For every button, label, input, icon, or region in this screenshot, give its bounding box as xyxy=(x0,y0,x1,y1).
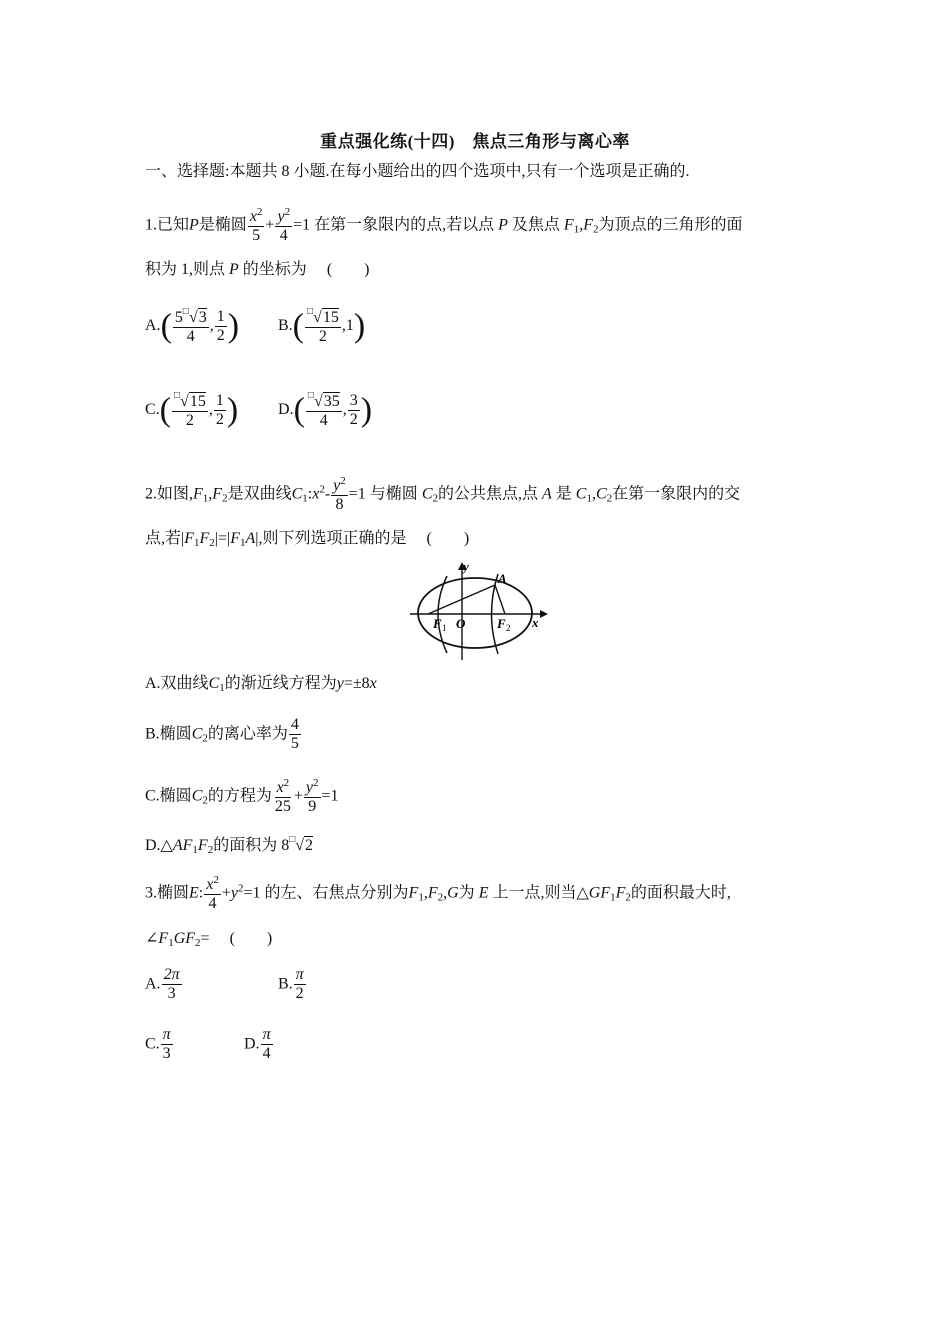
label-x: x xyxy=(532,615,539,630)
fraction-x2-over-4: $\frac{x^2}{4}$ xyxy=(206,874,219,913)
fraction-y2-over-8: $\frac{y^2}{8}$ xyxy=(333,475,346,514)
q1-option-a[interactable]: A.( $\frac{5^□√3}{4}$ , $\frac{1}{2}$ ) xyxy=(145,306,240,346)
q3-option-c[interactable]: C. $\frac{\pi}{3}$ xyxy=(145,1026,171,1063)
q1-option-c[interactable]: C.( $\frac{^□√15}{2}$ , $\frac{1}{2}$ ) xyxy=(145,390,239,430)
question-3-line-2: $\angle F_1GF_2=$ ( ) xyxy=(145,930,273,949)
ellipse-c2 xyxy=(418,578,532,648)
fraction-x2-over-5: $\frac{x^2}{5}$ xyxy=(249,206,263,245)
answer-blank: ( ) xyxy=(426,530,470,547)
fraction-y2-over-4: $\frac{y^2}{4}$ xyxy=(277,206,291,245)
q2-option-b[interactable]: B.椭圆$C_2$的离心率为 $\frac{4}{5}$ xyxy=(145,716,299,753)
label-f2: F xyxy=(497,616,506,631)
q2-option-c[interactable]: C.椭圆$C_2$的方程为 $\frac{x^2}{25}$ + $\frac{y^2}{9}$ =1 xyxy=(145,777,339,816)
q1-option-b[interactable]: B.( $\frac{^□√15}{2}$ ,1) xyxy=(278,306,366,346)
label-o: O xyxy=(456,616,466,631)
question-1-line-2: 积为 1,则点 P 的坐标为 ( ) xyxy=(145,261,370,278)
page-title: 重点强化练(十四) 焦点三角形与离心率 xyxy=(320,132,630,151)
label-y: y xyxy=(463,559,469,574)
q2-option-d[interactable]: $D.\triangle AF_1F_2$的面积为 8□√2 xyxy=(145,834,314,856)
hyperbola-ellipse-figure xyxy=(405,556,550,662)
q1-option-d[interactable]: D.( $\frac{^□√35}{4}$ , $\frac{3}{2}$ ) xyxy=(278,390,373,430)
question-2-line-1: 2.如图$,F_1,F_2$是双曲线$C_1:x^2-$ $\frac{y^2}{8}$ =1 与椭圆 $C_2$的公共焦点,点 A 是 $C_1,C_2$在第一象限内的交 xyxy=(145,475,741,514)
q3-option-d[interactable]: D. $\frac{\pi}{4}$ xyxy=(244,1026,271,1063)
label-f1-sub: 1 xyxy=(442,623,447,633)
x-axis-arrow xyxy=(540,610,548,618)
label-f1: F xyxy=(433,616,442,631)
q3-option-b[interactable]: B. $\frac{\pi}{2}$ xyxy=(278,966,304,1003)
answer-blank: ( ) xyxy=(326,261,370,278)
section-heading: 一、选择题:本题共 8 小题.在每小题给出的四个选项中,只有一个选项是正确的. xyxy=(145,163,690,180)
question-2-line-2: 点,若$|F_1F_2|=|F_1A|$,则下列选项正确的是 ( ) xyxy=(145,530,470,549)
q3-option-a[interactable]: A. $\frac{2\pi}{3}$ xyxy=(145,966,180,1003)
segment-a-f2 xyxy=(495,585,505,614)
question-3-line-1: 3.椭圆E: $\frac{x^2}{4}$ $+y^2=1$ 的左、右焦点分别为$F_1,F_2,G$为 E 上一点,则当$\triangle GF_1F_2$的面积最大时, xyxy=(145,874,731,913)
label-f2-sub: 2 xyxy=(506,623,511,633)
label-a: A xyxy=(498,571,507,586)
question-1-line-1: 1.已知P是椭圆 $\frac{x^2}{5}$ + $\frac{y^2}{4}$ =1 在第一象限内的点,若以点 P 及焦点 $F_1,F_2$为顶点的三角形的面 xyxy=(145,206,743,245)
q2-option-a[interactable]: A.双曲线$C_1$的渐近线方程为y=±8x xyxy=(145,675,377,694)
answer-blank: ( ) xyxy=(229,930,273,947)
